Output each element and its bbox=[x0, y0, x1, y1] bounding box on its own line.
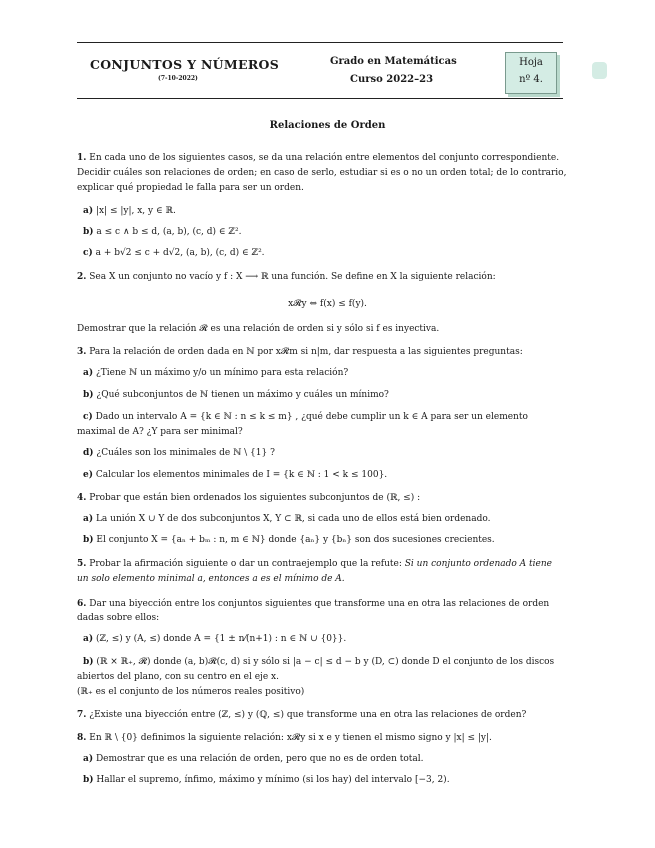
exercise-line bbox=[83, 204, 583, 219]
sheet-label: Hoja bbox=[519, 57, 543, 68]
exercise-number: 6. bbox=[77, 599, 87, 609]
item-label: c) bbox=[83, 412, 93, 422]
line-text: abiertos del plano, con su centro en el eje x. bbox=[77, 672, 279, 682]
header-bottom-rule bbox=[77, 98, 563, 99]
line-text: Dado un intervalo A = {k ∈ ℕ : n ≤ k ≤ m} , ¿qué debe cumplir un k ∈ A para ser un elemento bbox=[92, 412, 528, 422]
line-text: Para la relación de orden dada en ℕ por x𝓡m si n|m, dar respuesta a las siguientes preguntas: bbox=[86, 347, 523, 357]
line-text: dadas sobre ellos: bbox=[77, 613, 160, 623]
line-text: En ℝ \ {0} definimos la siguiente relación: x𝓡y si x e y tienen el mismo signo y |x| ≤ |y|. bbox=[86, 733, 492, 743]
item-label: b) bbox=[83, 390, 94, 400]
line-text: Dar una biyección entre los conjuntos siguientes que transforme una en otra las relaciones de orden bbox=[86, 599, 550, 609]
line-text: x𝓡y ⇔ f(x) ≤ f(y). bbox=[288, 299, 367, 309]
exercise-line bbox=[77, 425, 577, 440]
sheet-number: nº 4. bbox=[519, 74, 543, 85]
exercise-line bbox=[77, 572, 577, 587]
line-text: ¿Cuáles son los minimales de ℕ \ {1} ? bbox=[93, 448, 275, 458]
exercise-number: 2. bbox=[77, 272, 87, 282]
line-text: La unión X ∪ Y de dos subconjuntos X, Y ⊂ ℝ, si cada uno de ellos está bien ordenado. bbox=[93, 514, 491, 524]
line-text: (ℝ × ℝ₊, 𝓡) donde (a, b)𝓡(c, d) si y sólo si |a − c| ≤ d − b y (D, ⊂) donde D el conjunto de los discos bbox=[93, 657, 555, 667]
item-label: a) bbox=[83, 634, 94, 644]
line-text: maximal de A? ¿Y para ser minimal? bbox=[77, 427, 243, 437]
exercise-line bbox=[77, 345, 577, 360]
line-text: Hallar el supremo, ínfimo, máximo y mínimo (si los hay) del intervalo [−3, 2). bbox=[93, 775, 450, 785]
item-label: a) bbox=[83, 206, 94, 216]
item-label: e) bbox=[83, 470, 93, 480]
exercise-line bbox=[77, 151, 577, 166]
exercise-line bbox=[83, 773, 583, 788]
line-text: explicar qué propiedad le falla para ser un orden. bbox=[77, 183, 304, 193]
exercise-number: 3. bbox=[77, 347, 87, 357]
exercise-line bbox=[77, 685, 577, 700]
italic-text: un solo elemento minimal a, entonces a es el mínimo de A. bbox=[77, 574, 345, 584]
item-label: a) bbox=[83, 514, 94, 524]
line-text: ¿Tiene ℕ un máximo y/o un mínimo para esta relación? bbox=[93, 368, 349, 378]
exercise-line bbox=[77, 611, 577, 626]
line-text: Probar que están bien ordenados los siguientes subconjuntos de (ℝ, ≤) : bbox=[86, 493, 421, 503]
exercise-line bbox=[77, 708, 577, 723]
exercise-line bbox=[83, 468, 583, 483]
course-title: CONJUNTOS Y NÚMEROS bbox=[90, 57, 280, 72]
exercise-number: 4. bbox=[77, 493, 87, 503]
side-tab-marker bbox=[592, 62, 607, 79]
exercise-line bbox=[77, 166, 577, 181]
sheet-number-box bbox=[505, 52, 557, 94]
exercise-line bbox=[83, 655, 583, 670]
item-label: c) bbox=[83, 248, 93, 258]
item-label: b) bbox=[83, 657, 94, 667]
exercise-line bbox=[77, 731, 577, 746]
degree-name: Grado en Matemáticas bbox=[330, 56, 457, 67]
exercise-line bbox=[83, 388, 583, 403]
exercise-line bbox=[83, 366, 583, 381]
line-text: ¿Existe una biyección entre (ℤ, ≤) y (ℚ, ≤) que transforme una en otra las relaciones de orden? bbox=[86, 710, 527, 720]
line-text: Demostrar que es una relación de orden, pero que no es de orden total. bbox=[93, 754, 424, 764]
exercise-number: 8. bbox=[77, 733, 87, 743]
exercise-line bbox=[83, 225, 583, 240]
line-text: |x| ≤ |y|, x, y ∈ ℝ. bbox=[93, 206, 176, 216]
exercise-line bbox=[77, 322, 577, 337]
exercise-line bbox=[77, 270, 577, 285]
exercise-line bbox=[83, 533, 583, 548]
exercise-line bbox=[83, 246, 583, 261]
line-text: (ℤ, ≤) y (A, ≤) donde A = {1 ± n⁄(n+1) : n ∈ ℕ ∪ {0}}. bbox=[93, 634, 347, 644]
item-label: d) bbox=[83, 448, 94, 458]
academic-year: Curso 2022–23 bbox=[350, 74, 434, 85]
exercise-line bbox=[77, 670, 577, 685]
item-label: b) bbox=[83, 535, 94, 545]
exercise-line bbox=[83, 752, 583, 767]
item-label: b) bbox=[83, 227, 94, 237]
page-title: Relaciones de Orden bbox=[269, 120, 386, 131]
top-rule bbox=[77, 42, 563, 43]
item-label: a) bbox=[83, 754, 94, 764]
exercise-line bbox=[77, 557, 577, 572]
exercise-line bbox=[83, 410, 583, 425]
line-text: Decidir cuáles son relaciones de orden; en caso de serlo, estudiar si es o no un orden total; de lo contrario, bbox=[77, 168, 567, 178]
italic-text: Si un conjunto ordenado A tiene bbox=[404, 559, 552, 569]
line-text: Probar la afirmación siguiente o dar un contraejemplo que la refute: bbox=[86, 559, 405, 569]
item-label: a) bbox=[83, 368, 94, 378]
exercise-line bbox=[77, 181, 577, 196]
line-text: Sea X un conjunto no vacío y f : X ⟶ ℝ una función. Se define en X la siguiente relación: bbox=[86, 272, 496, 282]
exercise-line bbox=[77, 597, 577, 612]
exercise-line bbox=[77, 491, 577, 506]
line-text: En cada uno de los siguientes casos, se da una relación entre elementos del conjunto correspondiente. bbox=[86, 153, 560, 163]
exercise-number: 7. bbox=[77, 710, 87, 720]
course-date: (7-10-2022) bbox=[158, 75, 198, 82]
line-text: Calcular los elementos minimales de I = {k ∈ ℕ : 1 < k ≤ 100}. bbox=[92, 470, 388, 480]
exercise-line bbox=[83, 512, 583, 527]
line-text: Demostrar que la relación 𝓡 es una relación de orden si y sólo si f es inyectiva. bbox=[77, 324, 440, 334]
exercise-line bbox=[83, 632, 583, 647]
line-text: ¿Qué subconjuntos de ℕ tienen un máximo y cuáles un mínimo? bbox=[93, 390, 389, 400]
line-text: (ℝ₊ es el conjunto de los números reales positivo) bbox=[77, 687, 305, 697]
line-text: a ≤ c ∧ b ≤ d, (a, b), (c, d) ∈ ℤ². bbox=[93, 227, 242, 237]
item-label: b) bbox=[83, 775, 94, 785]
exercise-line bbox=[83, 446, 583, 461]
line-text: El conjunto X = {aₙ + bₘ : n, m ∈ ℕ} donde {aₙ} y {bₙ} son dos sucesiones crecientes. bbox=[93, 535, 495, 545]
exercise-line bbox=[0, 297, 655, 312]
exercise-number: 1. bbox=[77, 153, 87, 163]
exercise-number: 5. bbox=[77, 559, 87, 569]
line-text: a + b√2 ≤ c + d√2, (a, b), (c, d) ∈ ℤ². bbox=[92, 248, 265, 258]
